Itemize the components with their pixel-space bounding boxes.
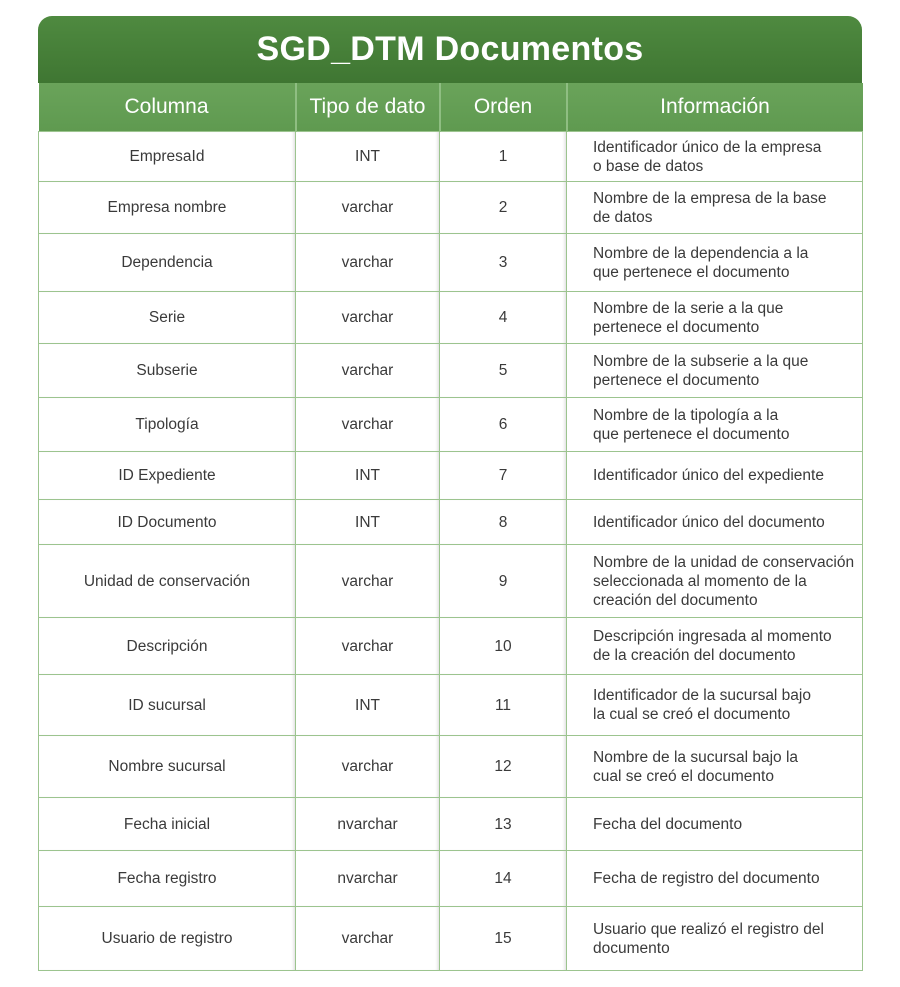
cell-orden: 8 [440,500,567,545]
info-line: Fecha del documento [593,815,743,833]
info-line: cual se creó el documento [593,767,774,785]
table-body [39,132,863,971]
info-line: documento [593,939,670,957]
cell-informacion [567,907,863,971]
cell-orden: 11 [440,675,567,736]
cell-columna: Serie [39,292,296,344]
cell-columna: Empresa nombre [39,182,296,234]
cell-columna: Unidad de conservación [39,545,296,618]
cell-tipo: varchar [296,292,440,344]
info-line: Nombre de la serie a la que [593,299,784,317]
cell-informacion [567,344,863,398]
table-row [39,851,863,907]
cell-informacion [567,675,863,736]
cell-orden: 15 [440,907,567,971]
info-line: de la creación del documento [593,647,796,664]
table-card [38,16,862,971]
cell-orden: 10 [440,618,567,675]
cell-informacion [567,182,863,234]
info-line: Descripción ingresada al momento [593,628,832,645]
cell-tipo: INT [296,675,440,736]
cell-informacion [567,545,863,618]
cell-tipo: varchar [296,344,440,398]
cell-columna: ID sucursal [39,675,296,736]
cell-orden: 9 [440,545,567,618]
info-line: Nombre de la sucursal bajo la [593,748,799,766]
table-row [39,675,863,736]
cell-columna: Nombre sucursal [39,736,296,798]
cell-columna: Fecha registro [39,851,296,907]
header-row [39,83,863,132]
info-line: creación del documento [593,591,758,609]
info-line: pertenece el documento [593,318,760,336]
info-line: Nombre de la dependencia a la [593,244,809,262]
cell-columna: EmpresaId [39,132,296,182]
cell-orden: 2 [440,182,567,234]
cell-informacion [567,234,863,292]
cell-orden: 1 [440,132,567,182]
cell-columna: ID Expediente [39,452,296,500]
table-row [39,545,863,618]
cell-tipo: nvarchar [296,851,440,907]
table-row [39,798,863,851]
table-row [39,618,863,675]
info-line: Nombre de la empresa de la base [593,189,827,207]
cell-columna: Tipología [39,398,296,452]
cell-informacion [567,398,863,452]
cell-columna: Fecha inicial [39,798,296,851]
info-line: Nombre de la tipología a la [593,406,779,424]
cell-orden: 12 [440,736,567,798]
cell-orden: 13 [440,798,567,851]
cell-columna: Dependencia [39,234,296,292]
cell-orden: 6 [440,398,567,452]
table-row [39,234,863,292]
table-row [39,736,863,798]
cell-columna: Descripción [39,618,296,675]
table-row [39,132,863,182]
cell-columna: ID Documento [39,500,296,545]
header-columna: Columna [39,83,296,132]
cell-tipo: INT [296,500,440,545]
header-orden: Orden [440,83,567,132]
info-line: seleccionada al momento de la [593,572,807,590]
table-row [39,500,863,545]
cell-informacion [567,452,863,500]
cell-columna: Usuario de registro [39,907,296,971]
info-line: Nombre de la subserie a la que [593,352,809,370]
table-row [39,907,863,971]
cell-orden: 14 [440,851,567,907]
cell-tipo: varchar [296,234,440,292]
info-line: la cual se creó el documento [593,706,791,723]
header-tipo-de-dato: Tipo de dato [296,83,440,132]
cell-orden: 3 [440,234,567,292]
info-line: Fecha de registro del documento [593,870,820,887]
cell-tipo: varchar [296,545,440,618]
info-line: Nombre de la unidad de conservación [593,553,855,571]
table-row [39,452,863,500]
cell-orden: 5 [440,344,567,398]
cell-columna: Subserie [39,344,296,398]
cell-tipo: varchar [296,182,440,234]
cell-informacion [567,500,863,545]
table-row [39,344,863,398]
cell-informacion [567,618,863,675]
cell-tipo: INT [296,452,440,500]
info-line: Identificador único del documento [593,513,825,531]
cell-informacion [567,292,863,344]
cell-informacion [567,798,863,851]
cell-informacion [567,132,863,182]
cell-tipo: varchar [296,907,440,971]
cell-informacion [567,851,863,907]
info-line: que pertenece el documento [593,263,790,281]
info-line: de datos [593,208,653,226]
header-informacion: Información [567,83,863,132]
cell-tipo: varchar [296,618,440,675]
cell-tipo: nvarchar [296,798,440,851]
info-line: Identificador único de la empresa [593,138,822,156]
table-row [39,182,863,234]
cell-tipo: varchar [296,736,440,798]
cell-tipo: INT [296,132,440,182]
info-line: que pertenece el documento [593,425,790,443]
cell-tipo: varchar [296,398,440,452]
info-line: Identificador de la sucursal bajo [593,687,811,704]
cell-orden: 7 [440,452,567,500]
info-line: pertenece el documento [593,371,760,389]
cell-orden: 4 [440,292,567,344]
info-line: o base de datos [593,157,704,175]
info-line: Usuario que realizó el registro del [593,920,824,938]
table-row [39,292,863,344]
table-title: SGD_DTM Documentos [38,16,862,83]
table-row [39,398,863,452]
data-table [38,83,863,971]
cell-informacion [567,736,863,798]
info-line: Identificador único del expediente [593,467,824,484]
